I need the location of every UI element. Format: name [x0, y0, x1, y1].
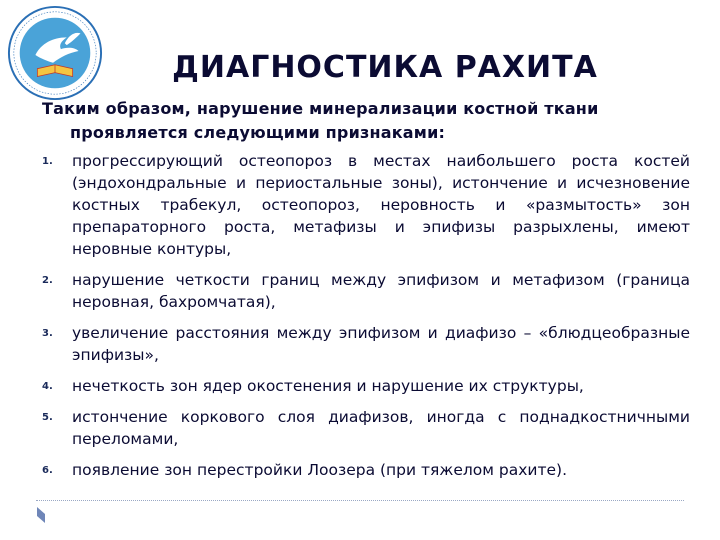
list-item: [42, 459, 690, 481]
item-text: истончение коркового слоя диафизов, иногда с поднадкостничными переломами,: [72, 408, 690, 448]
list-item: [42, 269, 690, 313]
footer-divider: [36, 500, 684, 501]
item-number: 4.: [42, 381, 53, 392]
slide-title: ДИАГНОСТИКА РАХИТА: [172, 50, 598, 85]
item-text: нарушение четкости границ между эпифизом и метафизом (граница неровная, бахромчатая),: [72, 271, 690, 311]
item-number: 2.: [42, 275, 53, 286]
slide-corner-icon: [36, 506, 46, 524]
dove-book-emblem-icon: [6, 4, 104, 102]
list-item: [42, 150, 690, 260]
item-text: появление зон перестройки Лоозера (при тяжелом рахите).: [72, 461, 568, 479]
list-item: [42, 375, 690, 397]
item-text: нечеткость зон ядер окостенения и нарушение их структуры,: [72, 377, 584, 395]
list-item: [42, 406, 690, 450]
item-number: 5.: [42, 412, 53, 423]
item-text: увеличение расстояния между эпифизом и диафизо – «блюдцеобразные эпифизы»,: [72, 324, 690, 364]
item-number: 1.: [42, 156, 53, 167]
item-number: 3.: [42, 328, 53, 339]
item-text: прогрессирующий остеопороз в местах наибольшего роста костей (эндохондральные и периостальные зоны), истончение и исчезновение костных трабекул, остеопороз, неровность и «размытость» зон препараторного роста, метафизы и эпифизы разрыхлены, имеют неровные контуры,: [72, 152, 690, 258]
criteria-list: [42, 150, 690, 490]
item-number: 6.: [42, 465, 53, 476]
intro-text: Таким образом, нарушение минерализации костной ткани проявляется следующими признаками:: [42, 99, 599, 142]
list-item: [42, 322, 690, 366]
